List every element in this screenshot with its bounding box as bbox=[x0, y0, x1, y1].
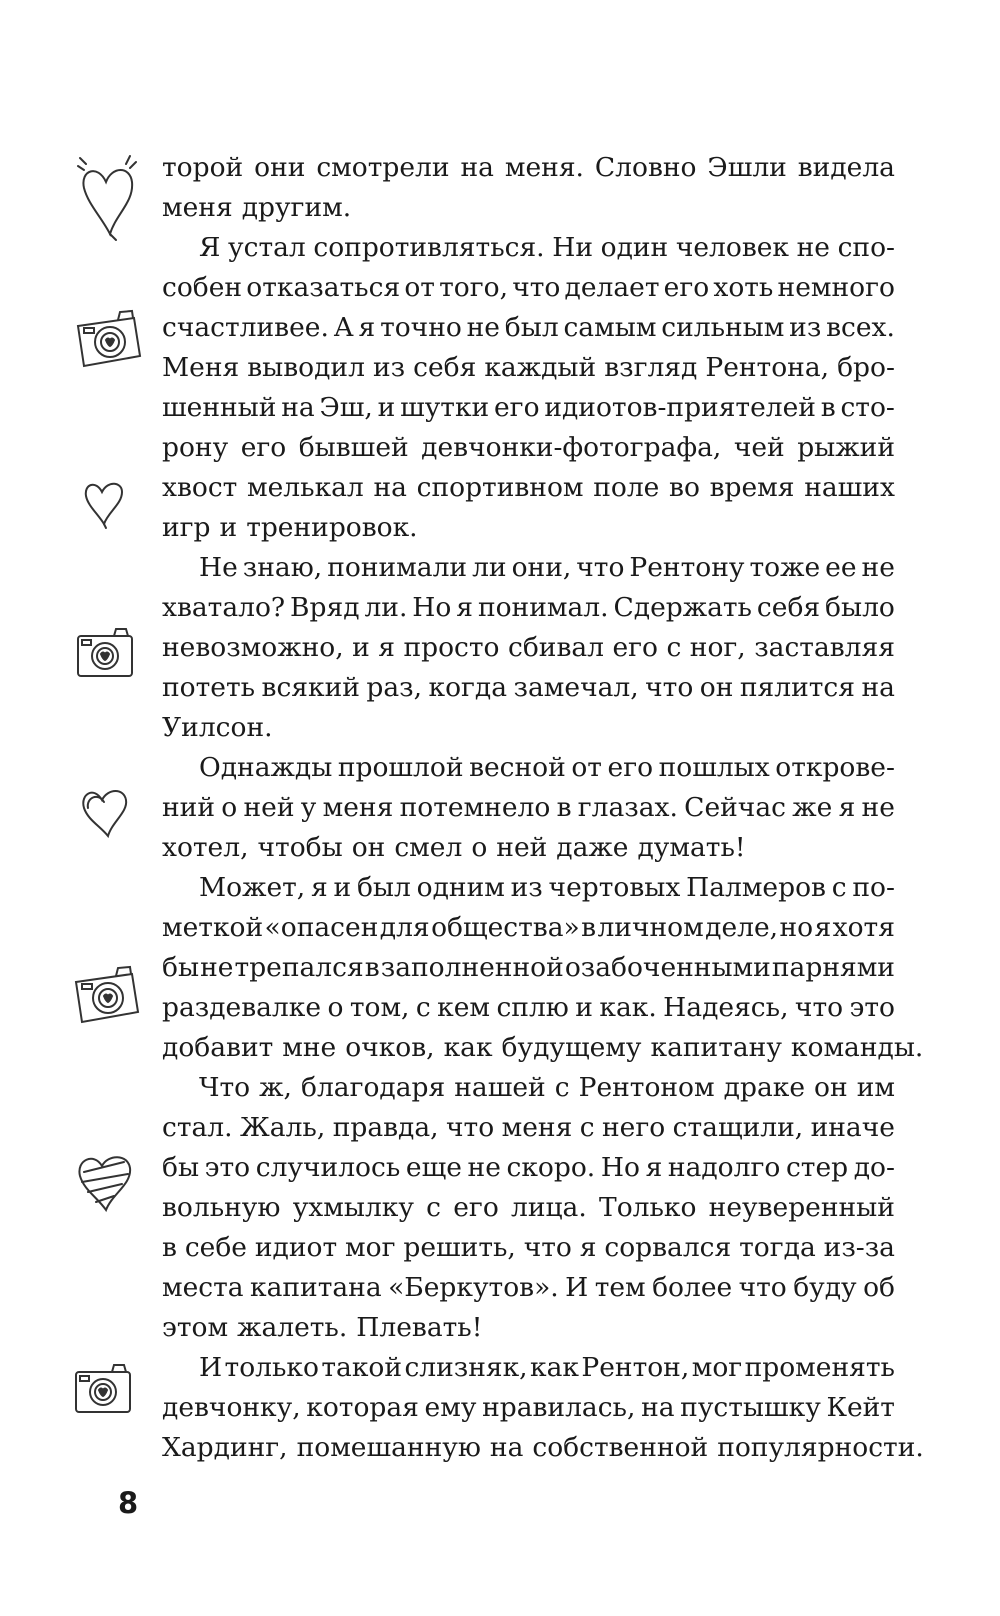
text-line: собен отказаться от того, что делает его хоть немного bbox=[162, 272, 895, 303]
text-line: хватало? Вряд ли. Но я понимал. Сдержать себя было bbox=[162, 592, 895, 623]
text-line: игр и тренировок. bbox=[162, 512, 418, 543]
text-line: Может, я и был одним из чертовых Палмеров с по- bbox=[199, 872, 895, 903]
text-line: шенный на Эш, и шутки его идиотов-приятелей в сто- bbox=[162, 392, 895, 423]
text-line: торой они смотрели на меня. Словно Эшли видела bbox=[162, 152, 895, 183]
text-line: меня другим. bbox=[162, 192, 352, 223]
text-line: этом жалеть. Плевать! bbox=[162, 1312, 483, 1343]
page-body-text bbox=[162, 148, 924, 1468]
camera-doodle-icon bbox=[74, 306, 144, 372]
text-line: Хардинг, помешанную на собственной популярности. bbox=[162, 1432, 924, 1463]
text-line: раздевалке о том, с кем сплю и как. Надеясь, что это bbox=[162, 992, 895, 1023]
camera-doodle-icon bbox=[72, 964, 142, 1028]
text-line: Что ж, благодаря нашей с Рентоном драке он им bbox=[199, 1072, 895, 1103]
text-line: меткой «опасен для общества» в личном деле, но я хотя bbox=[162, 912, 895, 943]
text-line: И только такой слизняк, как Рентон, мог променять bbox=[199, 1352, 895, 1383]
text-line: Однажды прошлой весной от его пошлых открове- bbox=[199, 752, 895, 783]
text-line: места капитана «Беркутов». И тем более что буду об bbox=[162, 1272, 895, 1303]
text-line: в себе идиот мог решить, что я сорвался тогда из-за bbox=[162, 1232, 895, 1263]
text-line: Не знаю, понимали ли они, что Рентону тоже ее не bbox=[199, 552, 895, 583]
text-line: добавит мне очков, как будущему капитану команды. bbox=[162, 1032, 924, 1063]
text-line: потеть всякий раз, когда замечал, что он пялится на bbox=[162, 672, 895, 703]
text-line: хотел, чтобы он смел о ней даже думать! bbox=[162, 832, 746, 863]
camera-doodle-icon bbox=[74, 624, 138, 682]
camera-doodle-icon bbox=[72, 1360, 136, 1418]
text-line: девчонку, которая ему нравилась, на пустышку Кейт bbox=[162, 1392, 895, 1423]
text-line: Я устал сопротивляться. Ни один человек не спо- bbox=[199, 232, 895, 263]
text-line: бы это случилось еще не скоро. Но я надолго стер до- bbox=[162, 1152, 895, 1183]
text-line: Меня выводил из себя каждый взгляд Рентона, бро- bbox=[162, 352, 895, 383]
text-line: хвост мелькал на спортивном поле во время наших bbox=[162, 472, 895, 503]
heart-doodle-icon bbox=[74, 1152, 136, 1214]
text-line: счастливее. А я точно не был самым сильным из всех. bbox=[162, 312, 895, 343]
page-number: 8 bbox=[118, 1486, 139, 1520]
heart-doodle-icon bbox=[78, 784, 132, 840]
text-line: вольную ухмылку с его лица. Только неуверенный bbox=[162, 1192, 895, 1223]
text-line: Уилсон. bbox=[162, 712, 273, 743]
text-line: бы не трепался в заполненной озабоченными парнями bbox=[162, 952, 895, 983]
heart-doodle-icon bbox=[76, 152, 140, 242]
text-line: рону его бывшей девчонки-фотографа, чей рыжий bbox=[162, 432, 895, 463]
text-line: невозможно, и я просто сбивал его с ног, заставляя bbox=[162, 632, 895, 663]
heart-doodle-icon bbox=[82, 472, 128, 530]
text-line: стал. Жаль, правда, что меня с него стащили, иначе bbox=[162, 1112, 895, 1143]
text-line: ний о ней у меня потемнело в глазах. Сейчас же я не bbox=[162, 792, 895, 823]
